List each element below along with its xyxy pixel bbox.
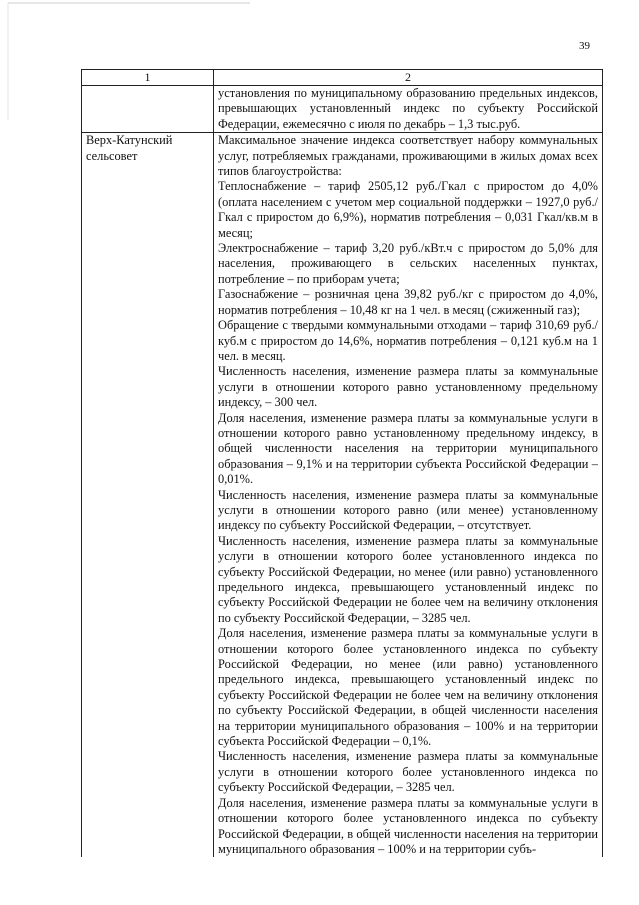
paragraph: Газоснабжение – розничная цена 39,82 руб./кг с приростом до 4,0%, норматив потребления – 10,48 кг на 1 чел. в месяц (сжиженный газ); — [218, 287, 598, 317]
paragraph: Численность населения, изменение размера платы за коммунальные услуги в отношении которого равно установленному предельному индексу, – 300 чел. — [218, 364, 598, 410]
paragraph: Доля населения, изменение размера платы за коммунальные услуги в отношении которого более установленного индекса по субъекту Российской Федерации, но менее (или равно) установленного предельного индекса, превышающего установленный индекс по субъекту Российской Федерации не более чем на величину отклонения по субъекту Российской Федерации, в общей численности населения на территории муниципального образования – 100% и на территории субъекта Российской Федерации – 0,1%. — [218, 626, 598, 749]
row-1-name — [82, 86, 214, 133]
paragraph: установления по муниципальному образованию предельных индексов, превышающих установленный индекс по субъекту Российской Федерации, ежемесячно с июля по декабрь – 1,3 тыс.руб. — [218, 86, 598, 131]
document-table — [81, 69, 603, 857]
table-row — [82, 86, 603, 133]
header-col-1: 1 — [82, 70, 214, 86]
page-number: 39 — [579, 40, 590, 52]
header-col-2: 2 — [214, 70, 603, 86]
table-row — [82, 133, 603, 858]
paragraph: Электроснабжение – тариф 3,20 руб./кВт.ч с приростом до 5,0% для населения, проживающего в сельских населенных пунктах, потребление – по приборам учета; — [218, 241, 598, 286]
paragraph: Доля населения, изменение размера платы за коммунальные услуги в отношении которого равно установленному предельному индексу, в общей численности населения на территории муниципального образования – 9,1% и на территории субъекта Российской Федерации – 0,01%. — [218, 410, 598, 487]
paragraph: Теплоснабжение – тариф 2505,12 руб./Гкал с приростом до 4,0% (оплата населением с учетом мер социальной поддержки – 1927,0 руб./Гкал с приростом до 6,9%), норматив потребления – 0,031 Гкал/кв.м в месяц; — [218, 179, 598, 240]
row-2-text — [214, 133, 603, 858]
table-header-row — [82, 70, 603, 86]
row-2-name: Верх-Катунский сельсовет — [82, 133, 214, 858]
paragraph: Доля населения, изменение размера платы за коммунальные услуги в отношении которого более установленного индекса по субъекту Российской Федерации, в общей численности населения на территории муниципального образования – 100% и на территории субъ- — [218, 795, 598, 856]
paragraph: Численность населения, изменение размера платы за коммунальные услуги в отношении которого более установленного индекса по субъекту Российской Федерации, но менее (или равно) установленного предельного индекса, превышающего установленный индекс по субъекту Российской Федерации не более чем на величину отклонения по субъекту Российской Федерации, – 3285 чел. — [218, 533, 598, 625]
paragraph: Максимальное значение индекса соответствует набору коммунальных услуг, потребляемых гражданами, проживающими в жилых домах всех типов благоустройства: — [218, 133, 598, 179]
row-1-text — [214, 86, 603, 133]
paragraph: Обращение с твердыми коммунальными отходами – тариф 310,69 руб./куб.м с приростом до 14,6%, норматив потребления – 0,121 куб.м на 1 чел. в месяц. — [218, 318, 598, 363]
paragraph: Численность населения, изменение размера платы за коммунальные услуги в отношении которого равно (или менее) установленному индексу по субъекту Российской Федерации, – отсутствует. — [218, 487, 598, 533]
paragraph: Численность населения, изменение размера платы за коммунальные услуги в отношении которого более установленного индекса по субъекту Российской Федерации, – 3285 чел. — [218, 749, 598, 795]
